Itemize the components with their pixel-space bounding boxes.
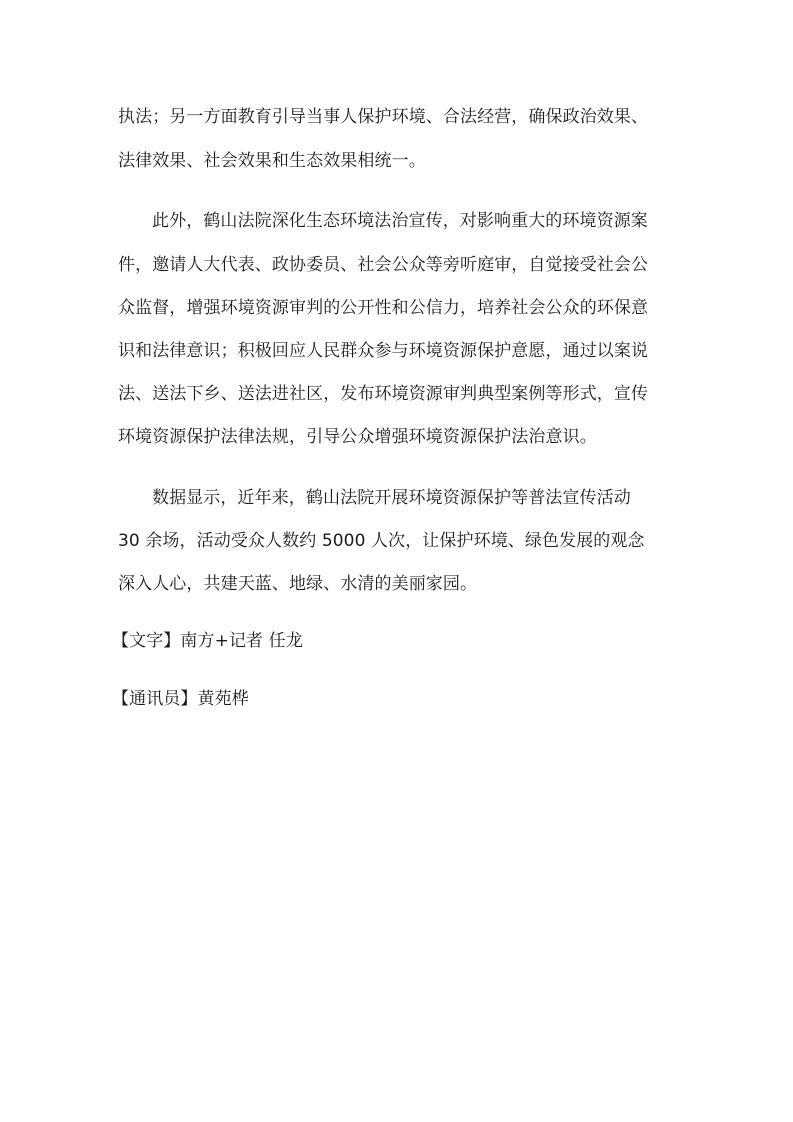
- paragraph-2-line-1: 此外，鹤山法院深化生态环境法治宣传，对影响重大的环境资源案: [152, 211, 648, 231]
- paragraph-3-line-3: 深入人心，共建天蓝、地绿、水清的美丽家园。: [118, 574, 478, 594]
- paragraph-2-line-6: 环境资源保护法律法规，引导公众增强环境资源保护法治意识。: [118, 427, 597, 447]
- paragraph-1-line-2: 法律效果、社会效果和生态效果相统一。: [118, 151, 426, 171]
- paragraph-1-line-1: 执法；另一方面教育引导当事人保护环境、合法经营，确保政治效果、: [118, 107, 649, 127]
- text-credit: 【文字】南方+记者 任龙: [112, 631, 303, 651]
- paragraph-2-line-4: 识和法律意识；积极回应人民群众参与环境资源保护意愿，通过以案说: [118, 341, 649, 361]
- paragraph-3-line-1: 数据显示，近年来，鹤山法院开展环境资源保护等普法宣传活动: [152, 488, 631, 508]
- paragraph-2-line-2: 件，邀请人大代表、政协委员、社会公众等旁听庭审，自觉接受社会公: [118, 255, 649, 275]
- paragraph-3-line-2: 30 余场，活动受众人数约 5000 人次，让保护环境、绿色发展的观念: [118, 531, 645, 551]
- paragraph-2-line-3: 众监督，增强环境资源审判的公开性和公信力，培养社会公众的环保意: [118, 298, 649, 318]
- paragraph-2-line-5: 法、送法下乡、送法进社区，发布环境资源审判典型案例等形式，宣传: [118, 384, 649, 404]
- correspondent-credit: 【通讯员】黄苑桦: [112, 689, 249, 709]
